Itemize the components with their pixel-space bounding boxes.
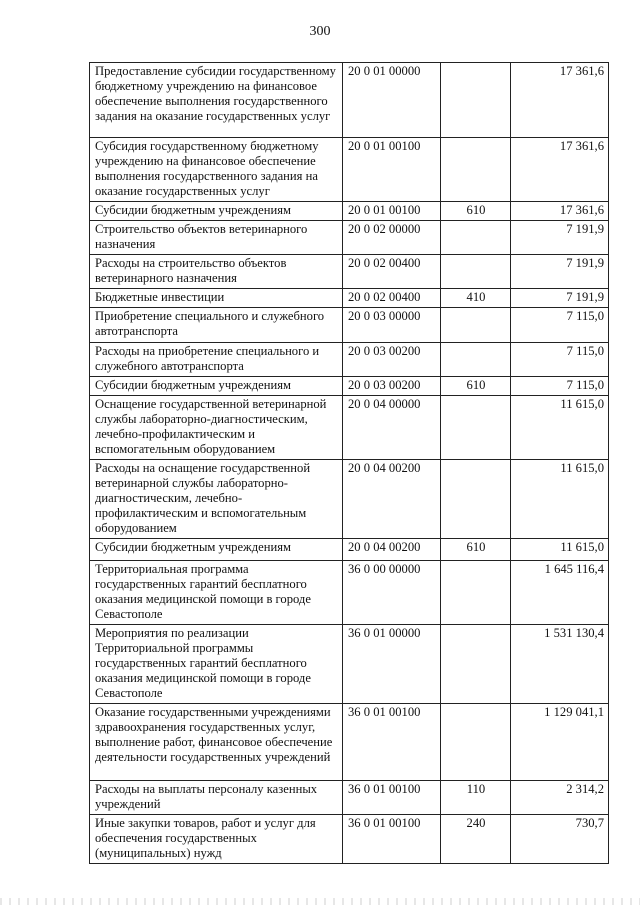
table-row: [90, 781, 609, 815]
row-name: Расходы на приобретение специального и служебного автотранспорта: [90, 343, 343, 377]
row-code: 20 0 01 00000: [343, 63, 441, 138]
row-name: Расходы на выплаты персоналу казенных учреждений: [90, 781, 343, 815]
row-expense-type: 610: [441, 539, 511, 561]
row-code: 20 0 02 00400: [343, 255, 441, 289]
row-code: 20 0 03 00200: [343, 377, 441, 396]
row-amount: 7 191,9: [511, 255, 609, 289]
table-row: [90, 625, 609, 704]
row-amount: 11 615,0: [511, 539, 609, 561]
row-code: 20 0 04 00200: [343, 539, 441, 561]
row-code: 36 0 01 00100: [343, 815, 441, 864]
table-row: [90, 221, 609, 255]
page-number: 300: [309, 24, 331, 39]
row-amount: 2 314,2: [511, 781, 609, 815]
row-name: Предоставление субсидии государственному бюджетному учреждению на финансовое обеспечение выполнения государственного задания на оказание государственных услуг: [90, 63, 343, 138]
row-code: 36 0 00 00000: [343, 561, 441, 625]
table-row: [90, 308, 609, 343]
budget-table: [89, 62, 609, 864]
table-row: [90, 343, 609, 377]
row-amount: 7 115,0: [511, 343, 609, 377]
scan-edge-artifact: [0, 898, 640, 905]
table-row: [90, 202, 609, 221]
row-amount: 17 361,6: [511, 63, 609, 138]
row-name: Оснащение государственной ветеринарной службы лабораторно-диагностическим, лечебно-профилактическим и вспомогательным оборудованием: [90, 396, 343, 460]
row-expense-type: [441, 63, 511, 138]
row-code: 20 0 03 00000: [343, 308, 441, 343]
row-code: 20 0 04 00000: [343, 396, 441, 460]
row-expense-type: [441, 221, 511, 255]
row-expense-type: [441, 460, 511, 539]
row-code: 36 0 01 00100: [343, 704, 441, 781]
row-name: Территориальная программа государственных гарантий бесплатного оказания медицинской помощи в городе Севастополе: [90, 561, 343, 625]
row-name: Субсидии бюджетным учреждениям: [90, 202, 343, 221]
row-amount: 7 191,9: [511, 221, 609, 255]
row-name: Расходы на оснащение государственной ветеринарной службы лабораторно-диагностическим, лечебно-профилактическим и вспомогательным оборудованием: [90, 460, 343, 539]
row-name: Субсидии бюджетным учреждениям: [90, 539, 343, 561]
row-expense-type: [441, 138, 511, 202]
table-row: [90, 704, 609, 781]
table-row: [90, 396, 609, 460]
row-name: Строительство объектов ветеринарного назначения: [90, 221, 343, 255]
row-name: Оказание государственными учреждениями здравоохранения государственных услуг, выполнение работ, финансовое обеспечение деятельности государственных учреждений: [90, 704, 343, 781]
table-row: [90, 63, 609, 138]
row-name: Субсидия государственному бюджетному учреждению на финансовое обеспечение выполнения государственного задания на оказание государственных услуг: [90, 138, 343, 202]
row-amount: 11 615,0: [511, 460, 609, 539]
row-expense-type: 610: [441, 202, 511, 221]
row-expense-type: [441, 308, 511, 343]
row-code: 20 0 01 00100: [343, 202, 441, 221]
row-amount: 17 361,6: [511, 138, 609, 202]
row-name: Иные закупки товаров, работ и услуг для обеспечения государственных (муниципальных) нужд: [90, 815, 343, 864]
row-expense-type: [441, 396, 511, 460]
row-amount: 1 645 116,4: [511, 561, 609, 625]
row-amount: 730,7: [511, 815, 609, 864]
row-amount: 11 615,0: [511, 396, 609, 460]
row-name: Субсидии бюджетным учреждениям: [90, 377, 343, 396]
row-name: Приобретение специального и служебного автотранспорта: [90, 308, 343, 343]
table-row: [90, 815, 609, 864]
row-amount: 7 115,0: [511, 308, 609, 343]
row-code: 20 0 03 00200: [343, 343, 441, 377]
row-amount: 1 129 041,1: [511, 704, 609, 781]
row-amount: 17 361,6: [511, 202, 609, 221]
row-code: 20 0 01 00100: [343, 138, 441, 202]
row-expense-type: 610: [441, 377, 511, 396]
table-row: [90, 561, 609, 625]
row-amount: 1 531 130,4: [511, 625, 609, 704]
table-row: [90, 289, 609, 308]
row-expense-type: [441, 255, 511, 289]
row-expense-type: 110: [441, 781, 511, 815]
row-name: Расходы на строительство объектов ветеринарного назначения: [90, 255, 343, 289]
table-row: [90, 377, 609, 396]
row-expense-type: 240: [441, 815, 511, 864]
table-row: [90, 255, 609, 289]
row-expense-type: [441, 343, 511, 377]
row-code: 20 0 02 00400: [343, 289, 441, 308]
row-expense-type: [441, 704, 511, 781]
row-code: 36 0 01 00000: [343, 625, 441, 704]
row-code: 36 0 01 00100: [343, 781, 441, 815]
table-row: [90, 539, 609, 561]
row-expense-type: [441, 625, 511, 704]
row-code: 20 0 04 00200: [343, 460, 441, 539]
row-amount: 7 115,0: [511, 377, 609, 396]
table-row: [90, 460, 609, 539]
row-expense-type: [441, 561, 511, 625]
row-code: 20 0 02 00000: [343, 221, 441, 255]
row-expense-type: 410: [441, 289, 511, 308]
row-name: Мероприятия по реализации Территориальной программы государственных гарантий бесплатного оказания медицинской помощи в городе Севастополе: [90, 625, 343, 704]
row-amount: 7 191,9: [511, 289, 609, 308]
row-name: Бюджетные инвестиции: [90, 289, 343, 308]
table-row: [90, 138, 609, 202]
